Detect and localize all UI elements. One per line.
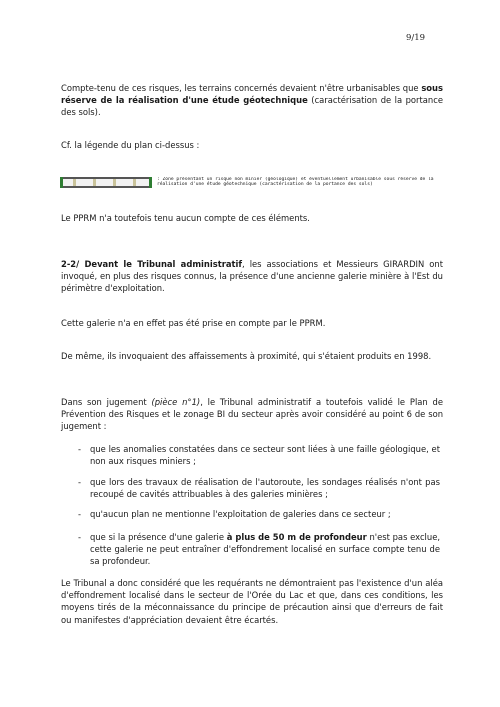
- list-item-text: que lors des travaux de réalisation de l'autoroute, les sondages réalisés n'ont pas recoupé de cavités attribuables à des galeries minières ;: [90, 477, 440, 500]
- section-heading: 2-2/ Devant le Tribunal administratif: [61, 259, 243, 269]
- italic-span: (pièce n°1): [151, 397, 201, 407]
- paragraph-affaissements: De même, ils invoquaient des affaissements à proximité, qui s'étaient produits en 1998.: [61, 351, 432, 361]
- list-item-text: [90, 531, 440, 568]
- list-item-text: qu'aucun plan ne mentionne l'exploitation de galeries dans ce secteur ;: [90, 509, 391, 519]
- bullet-dash: -: [78, 444, 82, 454]
- text-span: Dans son jugement: [61, 397, 152, 407]
- list-item: [78, 443, 440, 467]
- text-span: (caractérisation de la portance des sols).: [61, 95, 443, 118]
- text-span: que si la présence d'une galerie: [90, 532, 227, 542]
- paragraph-conclusion: Le Tribunal a donc considéré que les requérants ne démontraient pas l'existence d'un aléa d'effondrement localisé dans le secteur de l'Orée du Lac et que, dans ces conditions, les moyens tirés de la méconnaissance du principe de précaution ainsi que d'erreurs de fait ou manifestes d'appréciation devaient être écartés.: [61, 578, 443, 625]
- text-span: , le Tribunal administratif a toutefois validé le Plan de Prévention des Risques et le zonage BI du secteur après avoir considéré au point 6 de son jugement :: [61, 397, 443, 432]
- bold-span: sous réserve de la réalisation d'une étude géotechnique: [61, 83, 443, 106]
- list-item: [78, 531, 440, 568]
- list-item-text: que les anomalies constatées dans ce secteur sont liées à une faille géologique, et non aux risques miniers ;: [90, 444, 440, 467]
- text-span: , les associations et Messieurs GIRARDIN ont invoqué, en plus des risques connus, la présence d'une ancienne galerie minière à l'Est du périmètre d'exploitation.: [61, 259, 443, 294]
- list-item: [78, 508, 440, 520]
- list-item: [78, 476, 440, 500]
- paragraph-risks: [61, 82, 443, 119]
- paragraph-pprm: Le PPRM n'a toutefois tenu aucun compte de ces éléments.: [61, 213, 310, 223]
- paragraph-galerie: Cette galerie n'a en effet pas été prise en compte par le PPRM.: [61, 318, 326, 328]
- paragraph-jugement: [61, 396, 443, 433]
- bullet-dash: -: [78, 509, 82, 519]
- text-span: Compte-tenu de ces risques, les terrains concernés devaient n'être urbanisables que: [61, 83, 422, 93]
- legend-swatch: [60, 177, 152, 188]
- paragraph-legend-ref: Cf. la légende du plan ci-dessus :: [61, 140, 200, 150]
- bullet-dash: -: [78, 477, 82, 487]
- page-number: 9/19: [406, 33, 426, 43]
- paragraph-tribunal: [61, 258, 443, 295]
- legend-text: : Zone présentant un risque non minier (géologique) et éventuellement urbanisable sous réserve de la réalisation d'une étude géotechnique (caractérisation de la portance des sols): [157, 176, 434, 187]
- text-span: n'est pas exclue, cette galerie ne peut entraîner d'effondrement localisé en surface compte tenu de sa profondeur.: [90, 532, 441, 567]
- legend-image: [60, 174, 446, 190]
- bold-span: à plus de 50 m de profondeur: [226, 532, 367, 542]
- bullet-dash: -: [78, 532, 82, 542]
